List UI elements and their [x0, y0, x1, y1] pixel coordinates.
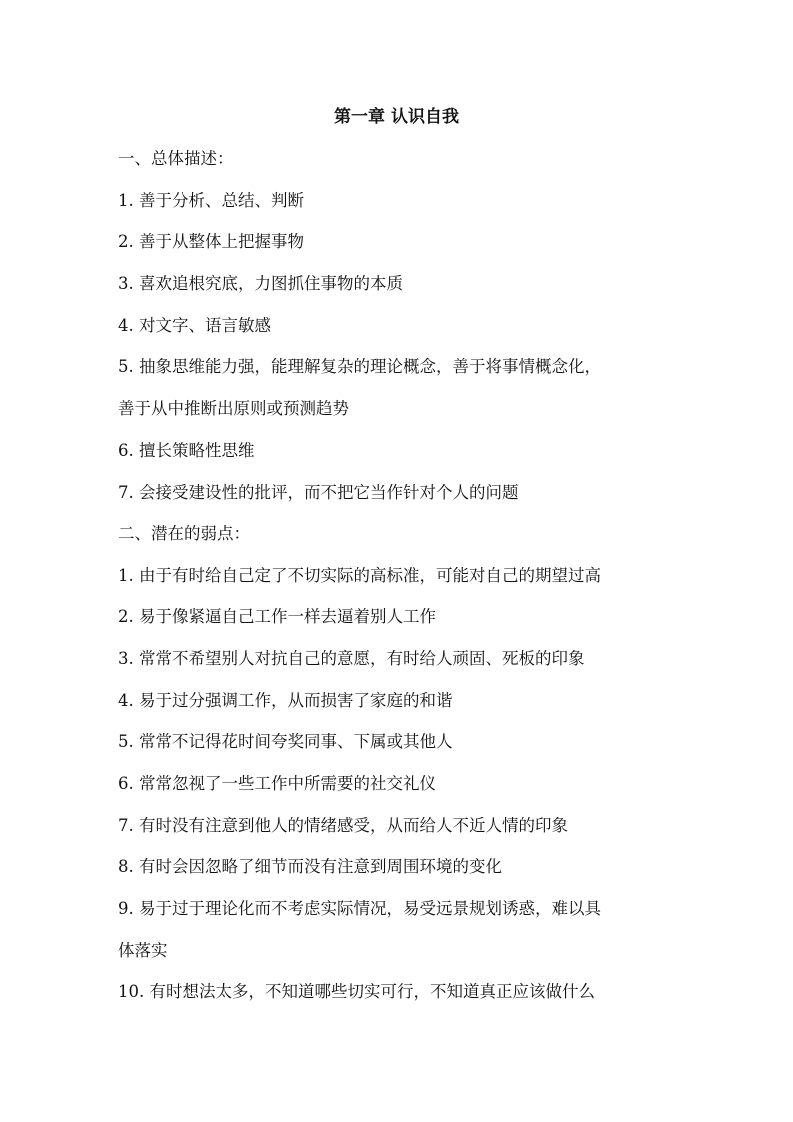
- chapter-title: 第一章 认识自我: [334, 107, 459, 127]
- list-item: 9. 易于过于理论化而不考虑实际情况，易受远景规划诱惑，难以具: [118, 899, 601, 918]
- list-item-continuation: 体落实: [118, 941, 168, 960]
- list-item: 7. 有时没有注意到他人的情绪感受，从而给人不近人情的印象: [118, 816, 568, 835]
- list-item: 3. 常常不希望别人对抗自己的意愿，有时给人顽固、死板的印象: [118, 649, 585, 668]
- list-item: 1. 善于分析、总结、判断: [118, 191, 304, 210]
- list-item: 10. 有时想法太多，不知道哪些切实可行，不知道真正应该做什么: [118, 982, 595, 1001]
- list-item: 2. 善于从整体上把握事物: [118, 232, 304, 251]
- section-heading-weaknesses: 二、潜在的弱点：: [118, 524, 250, 543]
- list-item: 2. 易于像紧逼自己工作一样去逼着别人工作: [118, 607, 436, 626]
- list-item: 3. 喜欢追根究底，力图抓住事物的本质: [118, 274, 403, 293]
- section-heading-overview: 一、总体描述：: [118, 149, 234, 168]
- list-item: 4. 易于过分强调工作，从而损害了家庭的和谐: [118, 691, 453, 710]
- list-item: 8. 有时会因忽略了细节而没有注意到周围环境的变化: [118, 857, 502, 876]
- list-item: 6. 擅长策略性思维: [118, 441, 255, 460]
- list-item: 1. 由于有时给自己定了不切实际的高标准，可能对自己的期望过高: [118, 566, 601, 585]
- list-item: 7. 会接受建设性的批评，而不把它当作针对个人的问题: [118, 483, 519, 502]
- list-item-continuation: 善于从中推断出原则或预测趋势: [118, 399, 349, 418]
- list-item: 5. 常常不记得花时间夸奖同事、下属或其他人: [118, 732, 453, 751]
- list-item: 6. 常常忽视了一些工作中所需要的社交礼仪: [118, 774, 436, 793]
- list-item: 4. 对文字、语言敏感: [118, 316, 271, 335]
- list-item: 5. 抽象思维能力强，能理解复杂的理论概念，善于将事情概念化，: [118, 357, 601, 376]
